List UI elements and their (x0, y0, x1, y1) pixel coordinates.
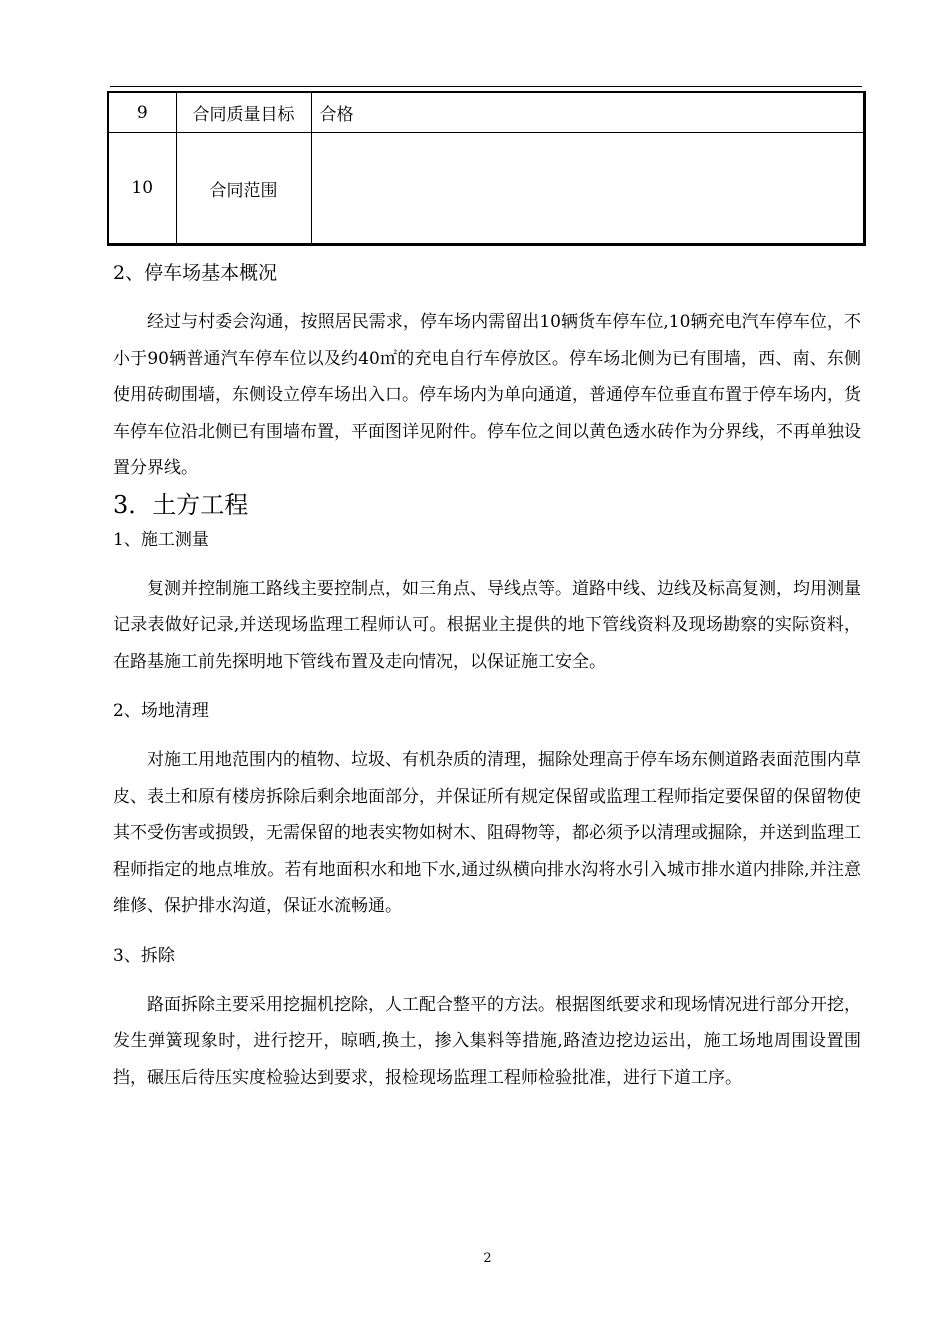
row-value: 合格 (311, 92, 865, 133)
section-heading-parking: 2、停车场基本概况 (113, 262, 278, 284)
row-number: 10 (108, 133, 176, 245)
section-heading-earthwork: 3．土方工程 (113, 490, 249, 519)
subsection-heading: 1、施工测量 (113, 529, 209, 550)
table-row (108, 92, 865, 133)
row-number: 9 (108, 92, 176, 133)
page-number: 2 (483, 1251, 492, 1266)
table-row (108, 133, 865, 245)
document-body (113, 256, 861, 1096)
header-rule (110, 86, 862, 87)
subsection-heading: 2、场地清理 (113, 701, 209, 721)
parking-paragraph: 经过与村委会沟通，按照居民需求，停车场内需留出10辆货车停车位,10辆充电汽车停车位，不小于90辆普通汽车停车位以及约40㎡的充电自行车停放区。停车场北侧为已有围墙，西、南、东侧使用砖砌围墙，东侧设立停车场出入口。停车场内为单向通道，普通停车位垂直布置于停车场内，货车停车位沿北侧已有围墙布置，平面图详见附件。停车位之间以黄色透水砖作为分界线，不再单独设置分界线。 (113, 312, 861, 478)
subsection-heading: 3、拆除 (113, 945, 175, 966)
contract-info-table (107, 91, 866, 246)
row-item: 合同质量目标 (176, 92, 311, 133)
row-item: 合同范围 (176, 133, 311, 245)
subsection-paragraph: 路面拆除主要采用挖掘机挖除，人工配合整平的方法。根据图纸要求和现场情况进行部分开挖，发生弹簧现象时，进行挖开，晾晒,换土，掺入集料等措施,路渣边挖边运出，施工场地周围设置围挡，碾压后待压实度检验达到要求，报检现场监理工程师检验批准，进行下道工序。 (113, 994, 861, 1088)
subsection-paragraph: 对施工用地范围内的植物、垃圾、有机杂质的清理，掘除处理高于停车场东侧道路表面范围内草皮、表土和原有楼房拆除后剩余地面部分，并保证所有规定保留或监理工程师指定要保留的保留物使其不受伤害或损毁，无需保留的地表实物如树木、阻碍物等，都必须予以清理或掘除，并送到监理工程师指定的地点堆放。若有地面积水和地下水,通过纵横向排水沟将水引入城市排水道内排除,并注意维修、保护排水沟道，保证水流畅通。 (113, 750, 861, 916)
row-value (311, 133, 865, 245)
subsection-paragraph: 复测并控制施工路线主要控制点，如三角点、导线点等。道路中线、边线及标高复测，均用测量记录表做好记录,并送现场监理工程师认可。根据业主提供的地下管线资料及现场勘察的实际资料，在路基施工前先探明地下管线布置及走向情况，以保证施工安全。 (113, 578, 861, 672)
